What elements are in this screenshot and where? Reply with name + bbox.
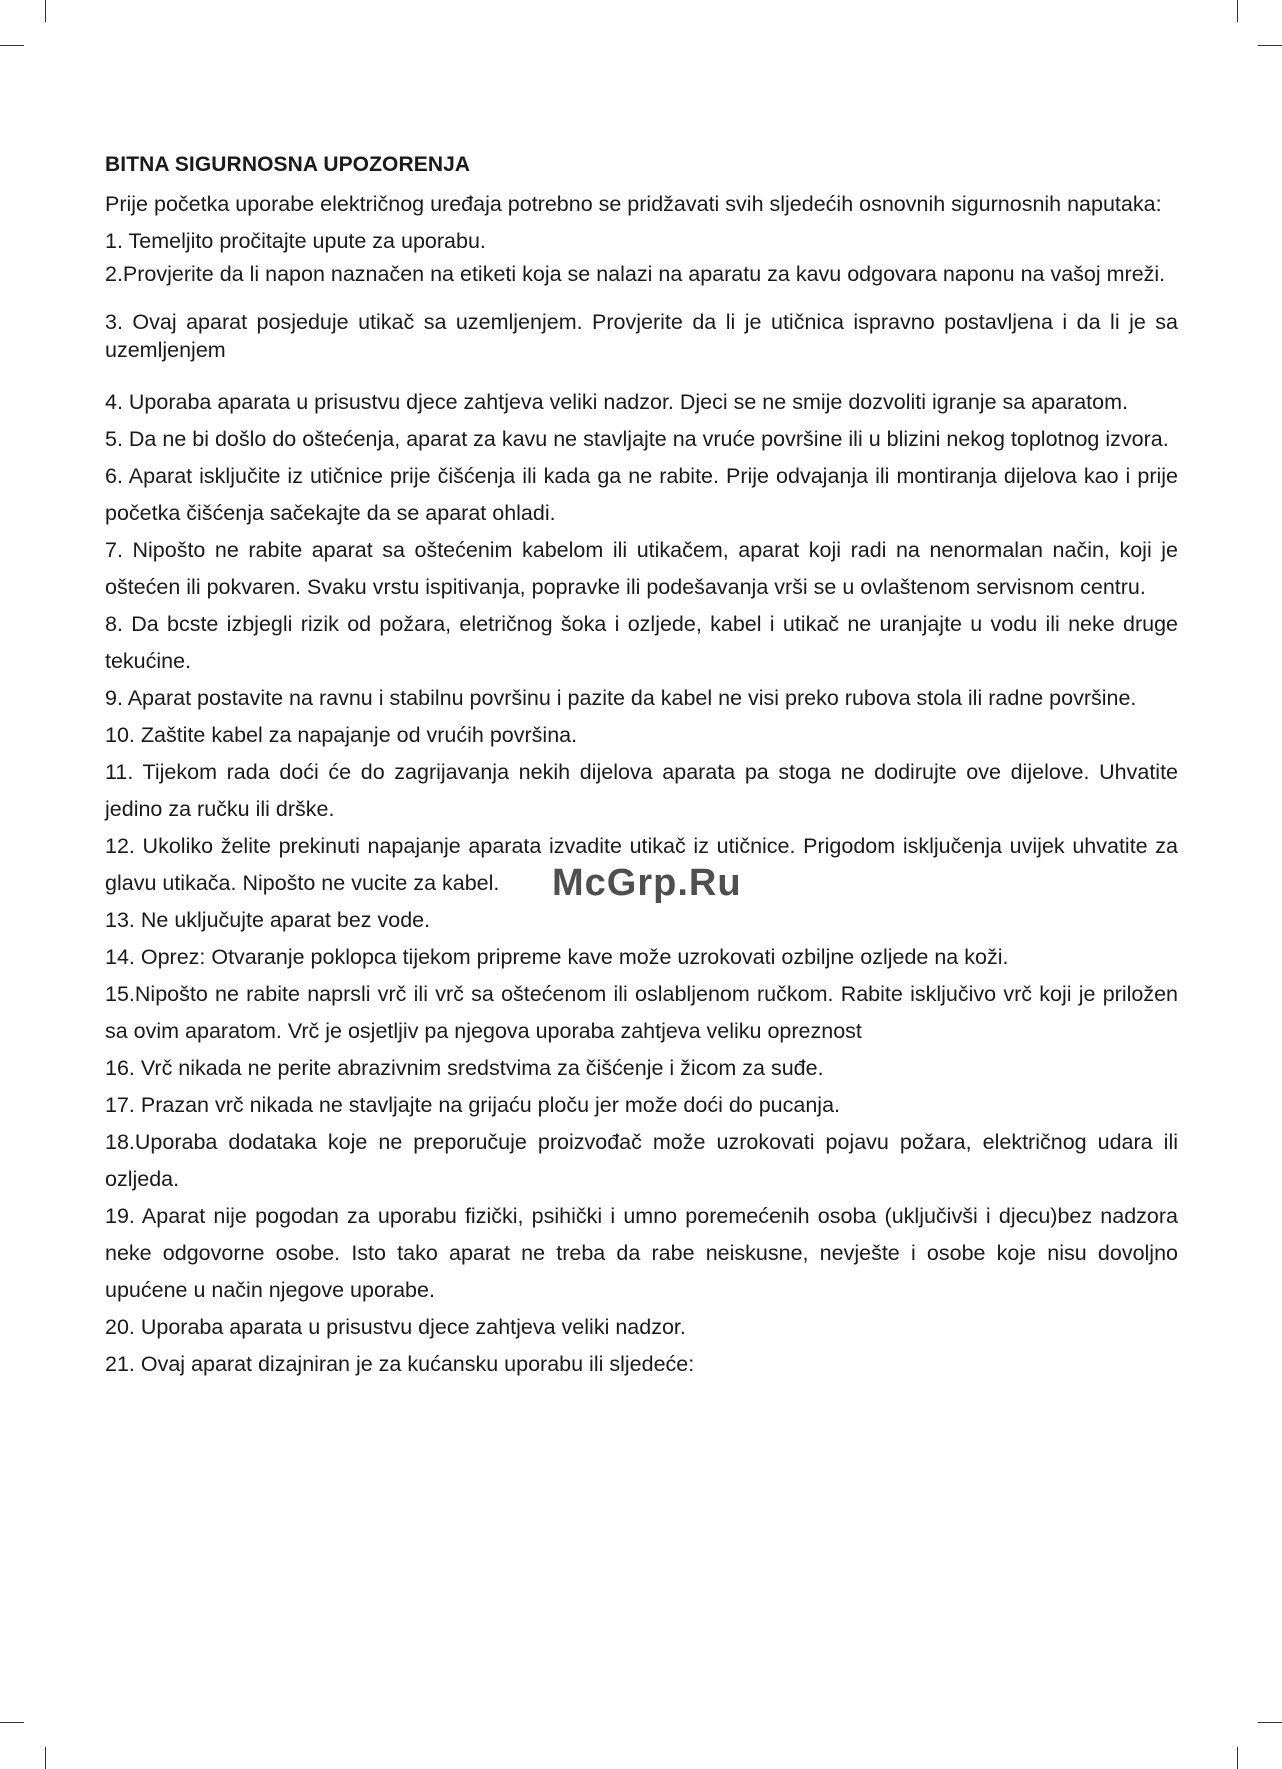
crop-mark — [1258, 45, 1282, 46]
list-item: 16. Vrč nikada ne perite abrazivnim sredstvima za čišćenje i žicom za suđe. — [105, 1056, 824, 1080]
list-item: 5. Da ne bi došlo do oštećenja, aparat za kavu ne stavljajte na vruće površine ili u blizini nekog toplotnog izvora. — [105, 427, 1169, 451]
list-item: 1. Temeljito pročitajte upute za uporabu. — [105, 229, 486, 253]
list-item: 2.Provjerite da li napon naznačen na etiketi koja se nalazi na aparatu za kavu odgovara naponu na vašoj mreži. — [105, 262, 1166, 286]
crop-mark — [45, 0, 46, 22]
crop-mark — [1237, 1747, 1238, 1769]
list-item: 14. Oprez: Otvaranje poklopca tijekom pripreme kave može uzrokovati ozbiljne ozljede na koži. — [105, 945, 1009, 969]
list-item: 4. Uporaba aparata u prisustvu djece zahtjeva veliki nadzor. Djeci se ne smije dozvoliti igranje sa aparatom. — [105, 390, 1128, 414]
list-item: 7. Nipošto ne rabite aparat sa oštećenim kabelom ili utikačem, aparat koji radi na nenormalan način, koji je oštećen ili pokvaren. Svaku vrstu ispitivanja, popravke ili podešavanja vrši se u ovlaštenom servisnom centru. — [105, 538, 1178, 599]
watermark: McGrp.Ru — [552, 862, 742, 904]
list-item: 13. Ne uključujte aparat bez vode. — [105, 908, 431, 932]
crop-mark — [45, 1747, 46, 1769]
list-item: 8. Da bcste izbjegli rizik od požara, eletričnog šoka i ozljede, kabel i utikač ne uranjajte u vodu ili neke druge tekućine. — [105, 612, 1178, 673]
list-item: 9. Aparat postavite na ravnu i stabilnu površinu i pazite da kabel ne visi preko rubova stola ili radne površine. — [105, 686, 1137, 710]
document-title: BITNA SIGURNOSNA UPOZORENJA — [105, 153, 471, 176]
list-item: 19. Aparat nije pogodan za uporabu fizički, psihički i umno poremećenih osoba (uključivši i djecu)bez nadzora neke odgovorne osobe. Isto tako aparat ne treba da rabe neiskusne, nevješte i osobe koje nisu dovoljno upućene u način njegove uporabe. — [105, 1204, 1178, 1302]
crop-mark — [1237, 0, 1238, 22]
list-item: 12. Ukoliko želite prekinuti napajanje aparata izvadite utikač iz utičnice. Prigodom isključenja uvijek uhvatite za glavu utikača. Nipošto ne vucite za kabel. — [105, 834, 1178, 895]
list-item: 6. Aparat isključite iz utičnice prije čišćenja ili kada ga ne rabite. Prije odvajanja ili montiranja dijelova kao i prije početka čišćenja sačekajte da se aparat ohladi. — [105, 464, 1178, 525]
intro-paragraph: Prije početka uporabe električnog uređaja potrebno se pridžavati svih sljedećih osnovnih sigurnosnih naputaka: — [105, 192, 1162, 216]
crop-mark — [1258, 1722, 1282, 1723]
list-item: 11. Tijekom rada doći će do zagrijavanja nekih dijelova aparata pa stoga ne dodirujte ove dijelove. Uhvatite jedino za ručku ili drške. — [105, 760, 1178, 821]
crop-mark — [0, 1722, 24, 1723]
document-page — [105, 153, 1178, 1383]
list-item: 21. Ovaj aparat dizajniran je za kućansku uporabu ili sljedeće: — [105, 1352, 695, 1376]
list-item: 17. Prazan vrč nikada ne stavljajte na grijaću ploču jer može doći do pucanja. — [105, 1093, 840, 1117]
list-item: 18.Uporaba dodataka koje ne preporučuje proizvođač može uzrokovati pojavu požara, električnog udara ili ozljeda. — [105, 1130, 1178, 1191]
list-item: 15.Nipošto ne rabite naprsli vrč ili vrč sa oštećenom ili oslabljenom ručkom. Rabite isključivo vrč koji je priložen sa ovim aparatom. Vrč je osjetljiv pa njegova uporaba zahtjeva veliku opreznost — [105, 982, 1178, 1043]
list-item: 20. Uporaba aparata u prisustvu djece zahtjeva veliki nadzor. — [105, 1315, 686, 1339]
list-item: 10. Zaštite kabel za napajanje od vrućih površina. — [105, 723, 578, 747]
list-item: 3. Ovaj aparat posjeduje utikač sa uzemljenjem. Provjerite da li je utičnica ispravno postavljena i da li je sa uzemljenjem — [105, 310, 1178, 362]
crop-mark — [0, 45, 24, 46]
